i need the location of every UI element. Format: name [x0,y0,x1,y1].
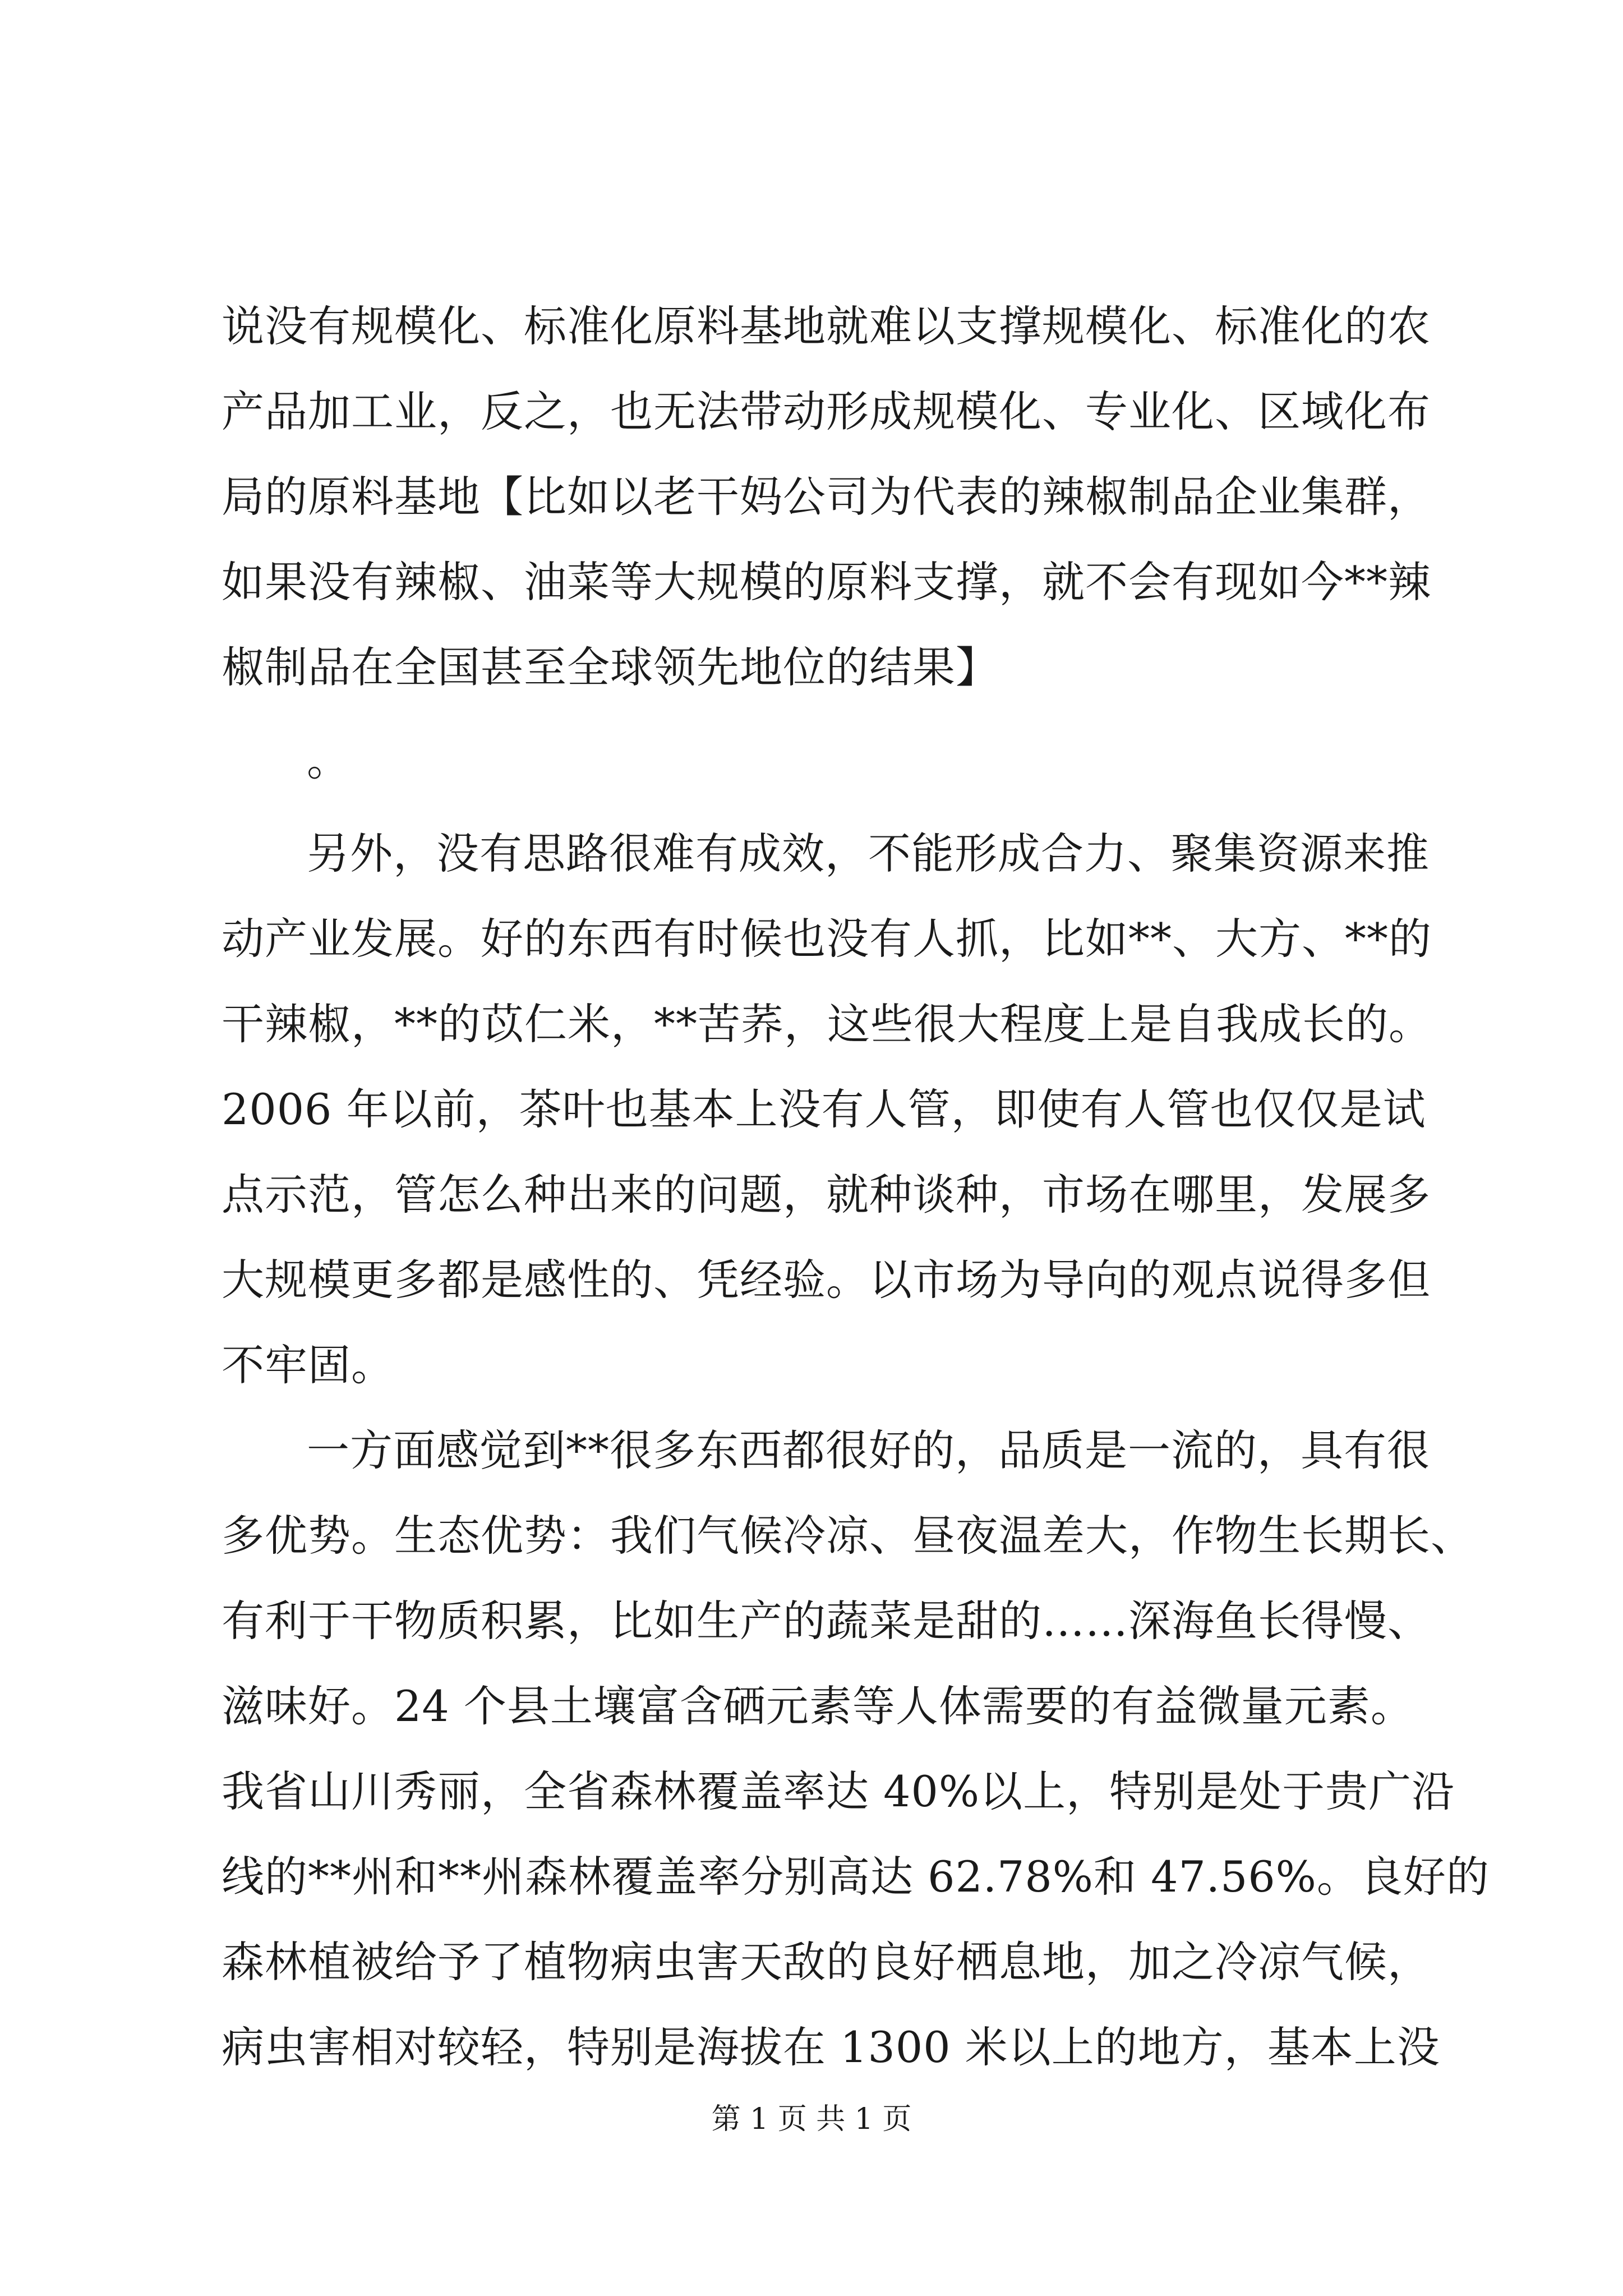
stray-punctuation: 。 [307,735,350,785]
text-line: 大规模更多都是感性的、凭经验。以市场为导向的观点说得多但 [222,1255,1431,1305]
text-line: 动产业发展。好的东西有时候也没有人抓，比如**、大方、**的 [222,914,1432,964]
text-line: 如果没有辣椒、油菜等大规模的原料支撑，就不会有现如今**辣 [222,557,1431,607]
text-line: 局的原料基地【比如以老干妈公司为代表的辣椒制品企业集群， [222,472,1431,522]
text-line: 多优势。生态优势：我们气候冷凉、昼夜温差大，作物生长期长、 [222,1511,1474,1561]
text-line: 我省山川秀丽，全省森林覆盖率达 40%以上，特别是处于贵广沿 [222,1766,1455,1816]
text-line: 森林植被给予了植物病虫害天敌的良好栖息地，加之冷凉气候， [222,1937,1431,1987]
paragraph-3 [222,1408,1490,2090]
text-line: 线的**州和**州森林覆盖率分别高达 62.78%和 47.56%。良好的 [222,1852,1490,1902]
text-line: 点示范，管怎么种出来的问题，就种谈种，市场在哪里，发展多 [222,1170,1431,1220]
paragraph-1 [222,284,1431,710]
document-body [222,284,1490,2090]
text-line: 产品加工业，反之，也无法带动形成规模化、专业化、区域化布 [222,386,1431,436]
paragraph-2 [222,811,1432,1408]
text-line: 有利于干物质积累，比如生产的蔬菜是甜的……深海鱼长得慢、 [222,1596,1431,1646]
text-line: 滋味好。24 个县土壤富含硒元素等人体需要的有益微量元素。 [222,1681,1414,1731]
text-line: 另外，没有思路很难有成效，不能形成合力、聚集资源来推 [307,829,1430,878]
text-line: 不牢固。 [222,1340,394,1390]
text-line: 说没有规模化、标准化原料基地就难以支撑规模化、标准化的农 [222,301,1431,351]
text-line: 椒制品在全国甚至全球领先地位的结果】 [222,642,999,692]
text-line: 干辣椒，**的苡仁米，**苦荞，这些很大程度上是自我成长的。 [222,999,1432,1049]
text-line: 2006 年以前，茶叶也基本上没有人管，即使有人管也仅仅是试 [222,1084,1426,1134]
page-footer: 第 1 页 共 1 页 [711,2102,912,2136]
text-line: 病虫害相对较轻，特别是海拔在 1300 米以上的地方，基本上没 [222,2022,1440,2072]
text-line: 一方面感觉到**很多东西都很好的，品质是一流的，具有很 [307,1425,1430,1475]
